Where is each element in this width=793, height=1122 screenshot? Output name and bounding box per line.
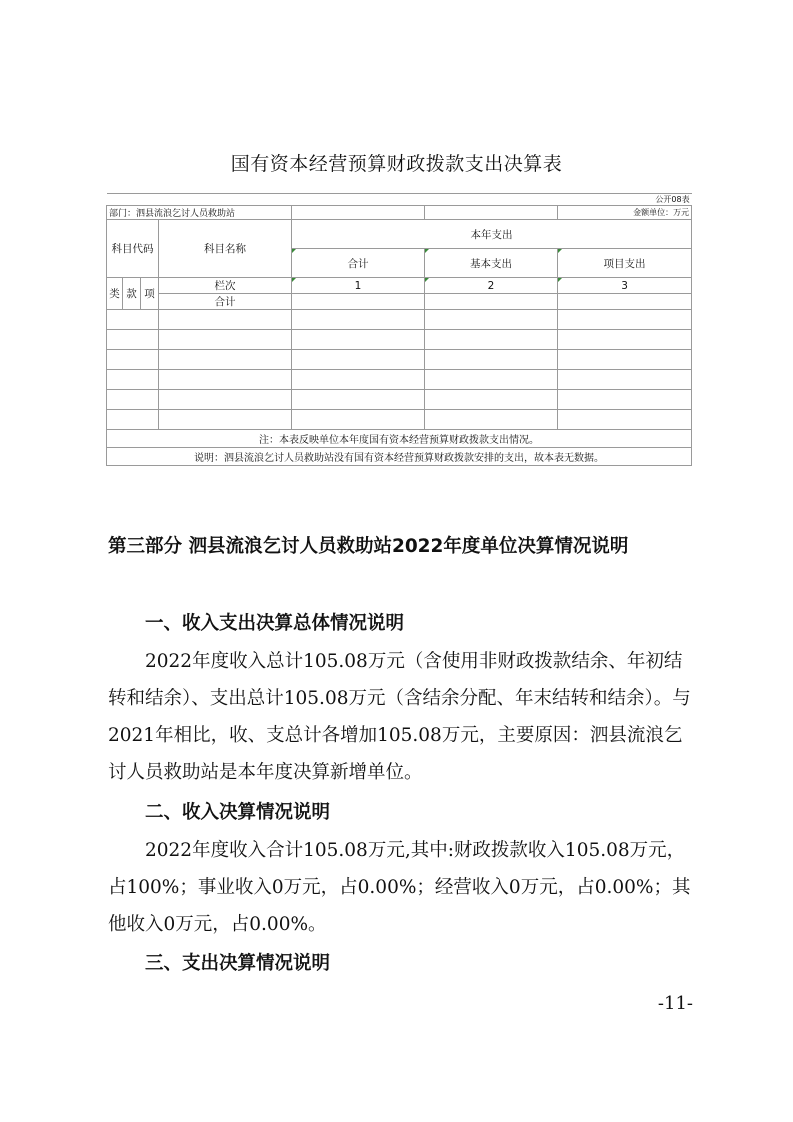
table-row xyxy=(107,310,692,330)
col-index-1: 1 xyxy=(292,278,425,294)
heading-income: 二、收入决算情况说明 xyxy=(145,802,331,823)
header-project: 项目支出 xyxy=(558,249,692,278)
table-row xyxy=(107,350,692,370)
heading-expense: 三、支出决算情况说明 xyxy=(145,953,331,974)
header-code: 科目代码 xyxy=(107,220,159,278)
section-heading: 第三部分 泗县流浪乞讨人员救助站2022年度单位决算情况说明 xyxy=(108,536,629,557)
header-kuan: 款 xyxy=(123,278,141,310)
table-row xyxy=(107,330,692,350)
header-current-spend: 本年支出 xyxy=(292,220,692,249)
header-basic: 基本支出 xyxy=(425,249,558,278)
col-index-3: 3 xyxy=(558,278,692,294)
header-total: 合计 xyxy=(292,249,425,278)
table-note: 注：本表反映单位本年度国有资本经营预算财政拨款支出情况。 xyxy=(107,430,692,448)
report-table-container xyxy=(106,193,691,475)
report-table xyxy=(106,193,692,466)
sum-row-label: 合计 xyxy=(159,294,292,310)
header-lanci: 栏次 xyxy=(159,278,292,294)
paragraph-income: 2022年度收入合计105.08万元,其中:财政拨款收入105.08万元，占100%；事业收入0万元，占0.00%；经营收入0万元，占0.00%；其他收入0万元，占0.00%。 xyxy=(108,840,691,935)
table-row xyxy=(107,390,692,410)
header-name: 科目名称 xyxy=(159,220,292,278)
page-number: -11- xyxy=(657,993,693,1014)
table-title: 国有资本经营预算财政拨款支出决算表 xyxy=(230,153,563,175)
header-xiang: 项 xyxy=(141,278,159,310)
form-number: 公开08表 xyxy=(107,194,692,206)
header-lei: 类 xyxy=(107,278,123,310)
col-index-2: 2 xyxy=(425,278,558,294)
heading-income-expense-overview: 一、收入支出决算总体情况说明 xyxy=(145,613,405,634)
table-row xyxy=(107,370,692,390)
department-label: 部门：泗县流浪乞讨人员救助站 xyxy=(107,206,292,220)
paragraph-overview: 2022年度收入总计105.08万元（含使用非财政拨款结余、年初结转和结余）、支出总计105.08万元（含结余分配、年末结转和结余）。与2021年相比，收、支总计各增加105.08万元，主要原因：泗县流浪乞讨人员救助站是本年度决算新增单位。 xyxy=(108,651,691,783)
table-row xyxy=(107,410,692,430)
unit-label: 金额单位：万元 xyxy=(558,206,692,220)
table-explanation: 说明：泗县流浪乞讨人员救助站没有国有资本经营预算财政拨款安排的支出，故本表无数据。 xyxy=(107,448,692,466)
